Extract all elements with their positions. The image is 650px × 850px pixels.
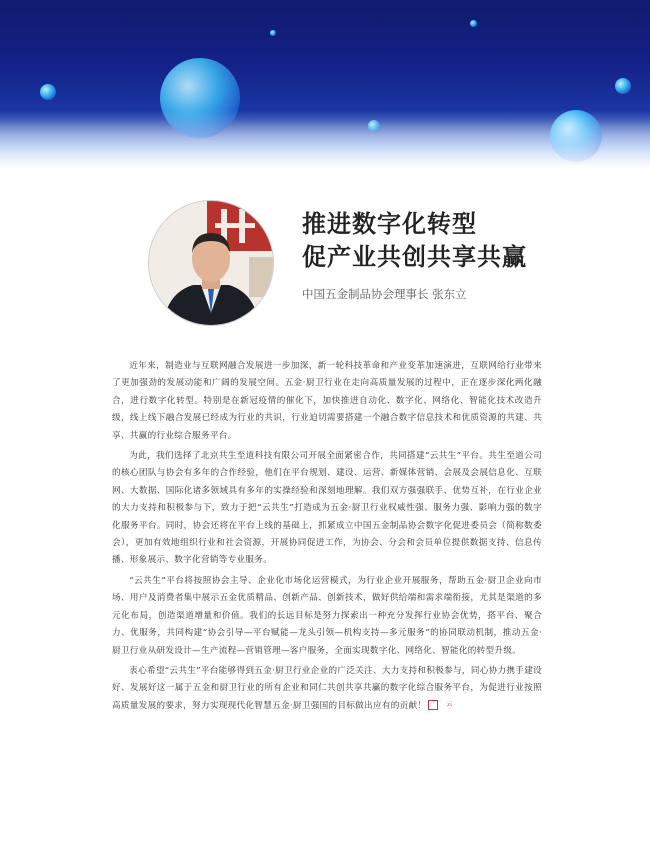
decorative-orb (615, 78, 631, 94)
article-title (302, 208, 527, 274)
title-line-2: 促产业共创共享共赢 (302, 243, 527, 271)
decorative-orb (470, 20, 477, 27)
portrait-image (149, 201, 273, 325)
paragraph-2: 为此，我们选择了北京共生至道科技有限公司开展全面紧密合作，共同搭建“云共生”平台。共生至道公司的核心团队与协会有多年的合作经验，他们在平台规划、建设、运营、新媒体营销、会展及会展信息化、互联网、大数据、国际化诸多领域具有多年的实操经验和深刻地理解。我们双方强强联手、优势互补，在行业企业的大力支持和积极参与下，致力于把“云共生”打造成为五金·厨卫行业权威性强、服务力强、影响力强的数字化服务平台。同时，协会还将在平台上线的基础上，抓紧成立中国五金制品协会数字化促进委员会（简称数委会），更加有效地组织行业和社会资源，开展协同促进工作，为协会、分会和会员单位提供数据支持、信息传播、形象展示、数字化营销等专业服务。 (112, 451, 542, 566)
decorative-orb (270, 30, 276, 36)
author-portrait (148, 200, 274, 326)
paragraph-4 (112, 663, 542, 715)
banner-fade (0, 110, 650, 170)
paragraph-4-text: 衷心希望“云共生”平台能够得到五金·厨卫行业企业的广泛关注、大力支持和积极参与，同心协力携手建设好、发展好这一属于五金和厨卫行业的所有企业和同仁共创共享共赢的数字化综合服务平台，为促进行业按照高质量发展的要求，努力实现现代化智慧五金·厨卫强国的目标做出应有的贡献！ (112, 665, 542, 711)
paragraph-1: 近年来，制造业与互联网融合发展进一步加深，新一轮科技革命和产业变革加速演进，互联网给行业带来了更加强劲的发展动能和广阔的发展空间。五金·厨卫行业在走向高质量发展的过程中，正在逐步深化两化融合，进行数字化转型。特别是在新冠疫情的催化下，加快推进自动化、数字化、网络化、智能化技术改造升级，线上线下融合发展已经成为行业的共识，行业迫切需要搭建一个融合数字信息技术和优质资源的共建、共享、共赢的行业综合服务平台。 (112, 361, 542, 441)
header-banner (0, 0, 650, 170)
end-mark-icon: 云 (428, 700, 438, 710)
article-body (112, 358, 542, 718)
author-byline: 中国五金制品协会理事长 张东立 (302, 287, 467, 301)
paragraph-3: “云共生”平台将按照协会主导、企业化市场化运营模式，为行业企业开展服务，帮助五金·厨卫企业向市场、用户及消费者集中展示五金优质精品、创新产品、创新技术，做好供给端和需求端衔接，尤其是渠道的多元化布局，创造渠道增量和价值。我们的长远目标是努力探索出一种充分发挥行业协会优势，搭平台、聚合力、优服务，共同构建“协会引导—平台赋能—龙头引领—机构支持—多元服务”的协同联动机制，推动五金·厨卫行业从研发设计—生产流程—营销管理—客户服务，全面实现数字化、网络化、智能化的转型升级。 (112, 575, 542, 656)
title-line-1: 推进数字化转型 (302, 210, 477, 238)
decorative-orb (40, 84, 56, 100)
